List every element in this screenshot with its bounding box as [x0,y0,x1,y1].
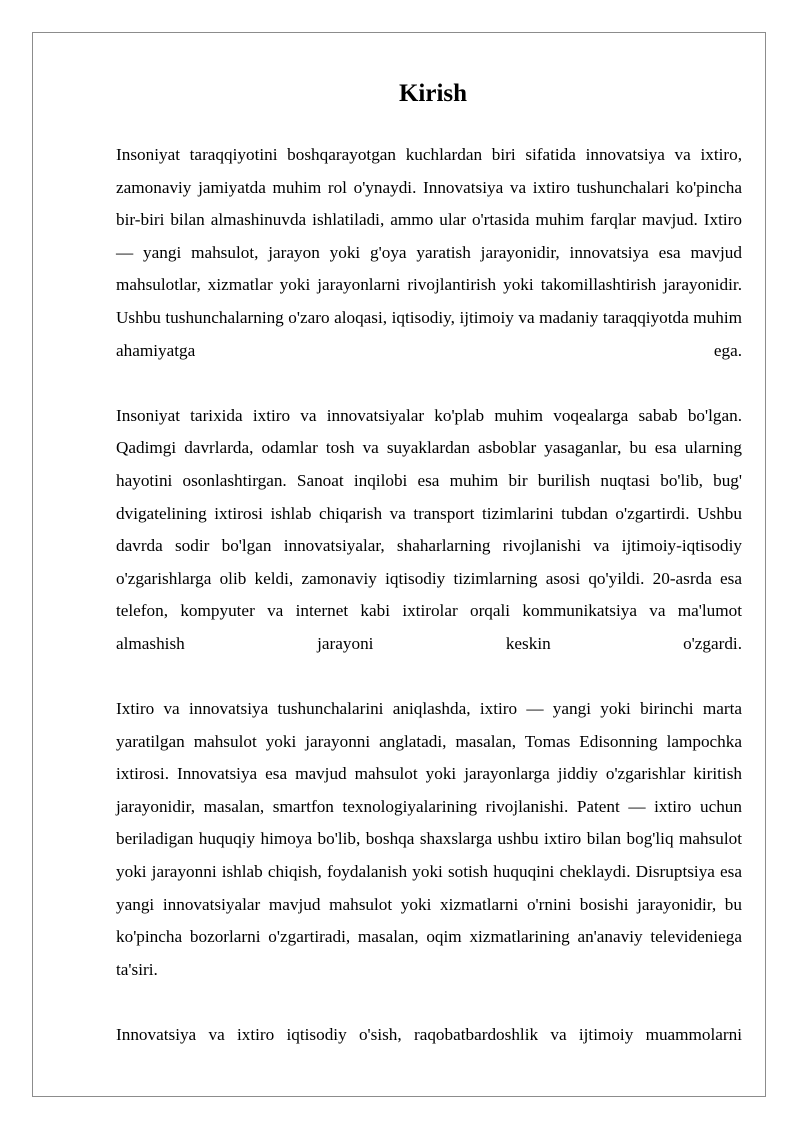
paragraph-1: Insoniyat taraqqiyotini boshqarayotgan kuchlardan biri sifatida innovatsiya va ixtiro, zamonaviy jamiyatda muhim rol o'ynaydi. Innovatsiya va ixtiro tushunchalari ko'pincha bir-biri bilan almashinuvda ishlatiladi, ammo ular o'rtasida muhim farqlar mavjud. Ixtiro — yangi mahsulot, jarayon yoki g'oya yaratish jarayonidir, innovatsiya esa mavjud mahsulotlar, xizmatlar yoki jarayonlarni rivojlantirish yoki takomillashtirish jarayonidir. Ushbu tushunchalarning o'zaro aloqasi, iqtisodiy, ijtimoiy va madaniy taraqqiyotda muhim ahamiyatga ega. [116,145,742,360]
page-title: Kirish [398,80,468,107]
document-body [116,77,742,1084]
paragraph-3: Ixtiro va innovatsiya tushunchalarini aniqlashda, ixtiro — yangi yoki birinchi marta yaratilgan mahsulot yoki jarayonni anglatadi, masalan, Tomas Edisonning lampochka ixtirosi. Innovatsiya esa mavjud mahsulot yoki jarayonlarga jiddiy o'zgarishlar kiritish jarayonidir, masalan, smartfon texnologiyalarining rivojlanishi. Patent — ixtiro uchun beriladigan huquqiy himoya bo'lib, boshqa shaxslarga ushbu ixtiro bilan bog'liq mahsulot yoki jarayonni ishlab chiqish, foydalanish yoki sotish huquqini cheklaydi. Disruptsiya esa yangi innovatsiyalar mavjud mahsulot yoki xizmatlarni o'rnini bosishi jarayonidir, bu ko'pincha bozorlarni o'zgartiradi, masalan, oqim xizmatlarining an'anaviy televideniega ta'siri. [116,699,742,979]
paragraph-4: Innovatsiya va ixtiro iqtisodiy o'sish, raqobatbardoshlik va ijtimoiy muammolarni [116,1025,742,1045]
document-page [32,32,766,1097]
paragraph-2: Insoniyat tarixida ixtiro va innovatsiyalar ko'plab muhim voqealarga sabab bo'lgan. Qadimgi davrlarda, odamlar tosh va suyaklardan asboblar yasaganlar, bu esa ularning hayotini osonlashtirgan. Sanoat inqilobi esa muhim bir burilish nuqtasi bo'lib, bug' dvigatelining ixtirosi ishlab chiqarish va transport tizimlarini tubdan o'zgartirdi. Ushbu davrda sodir bo'lgan innovatsiyalar, shaharlarning rivojlanishi va ijtimoiy-iqtisodiy o'zgarishlarga olib keldi, zamonaviy iqtisodiy tizimlarning asosi qo'yildi. 20-asrda esa telefon, kompyuter va internet kabi ixtirolar orqali kommunikatsiya va ma'lumot almashish jarayoni keskin o'zgardi. [116,405,742,653]
